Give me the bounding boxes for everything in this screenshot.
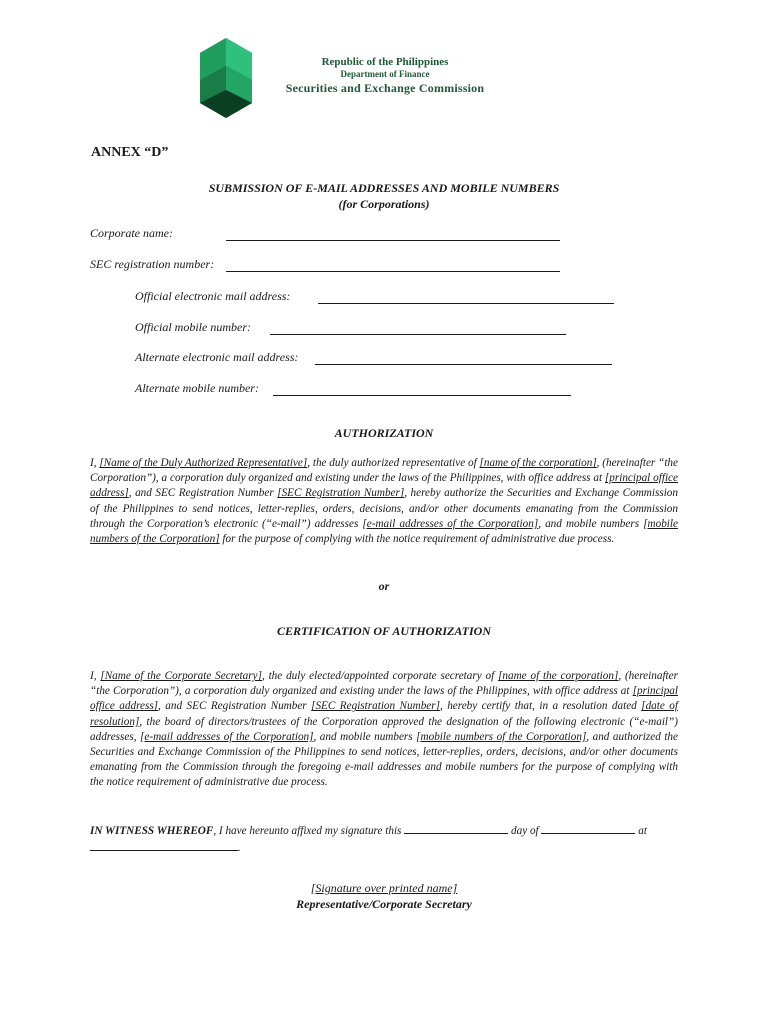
placeholder-representative-name[interactable]: [Name of the Duly Authorized Representative]: [99, 457, 308, 469]
header-commission: Securities and Exchange Commission: [285, 81, 485, 95]
official-mobile-field[interactable]: [135, 319, 566, 335]
corporate-name-label: Corporate name:: [90, 226, 173, 240]
alternate-mobile-line[interactable]: [273, 383, 571, 396]
placeholder-secretary-name[interactable]: [Name of the Corporate Secretary]: [100, 670, 262, 682]
placeholder-resolution-date[interactable]: [date of resolution]: [90, 700, 678, 728]
authorization-heading: AUTHORIZATION: [334, 426, 434, 440]
official-email-line[interactable]: [318, 291, 614, 304]
placeholder-corporation-name[interactable]: [name of the corporation]: [479, 457, 597, 469]
sec-registration-field[interactable]: [90, 256, 560, 272]
annex-label: ANNEX “D”: [91, 145, 169, 160]
corporate-name-line[interactable]: [226, 228, 560, 241]
official-email-field[interactable]: [135, 288, 614, 304]
alternate-mobile-label: Alternate mobile number:: [135, 381, 259, 395]
form-title: [90, 180, 678, 212]
agency-header: [270, 56, 500, 96]
official-mobile-label: Official mobile number:: [135, 320, 251, 334]
witness-clause: IN WITNESS WHEREOF, I have hereunto affixed my signature this day of at .: [90, 822, 678, 856]
placeholder-corporation-name[interactable]: [name of the corporation]: [498, 670, 619, 682]
official-mobile-line[interactable]: [270, 322, 566, 335]
or-separator: or: [378, 579, 390, 593]
signature-role: Representative/Corporate Secretary: [296, 897, 472, 911]
witness-heading: IN WITNESS WHEREOF: [90, 825, 214, 837]
alternate-email-label: Alternate electronic mail address:: [135, 350, 299, 364]
placeholder-office-address[interactable]: [principal office address]: [90, 472, 678, 500]
corporate-name-field[interactable]: [90, 225, 560, 241]
alternate-email-field[interactable]: [135, 349, 612, 365]
official-email-label: Official electronic mail address:: [135, 289, 291, 303]
form-title-line2: (for Corporations): [338, 197, 430, 211]
placeholder-email-addresses[interactable]: [e-mail addresses of the Corporation]: [362, 517, 539, 530]
placeholder-mobile-numbers[interactable]: [mobile numbers of the Corporation]: [90, 517, 678, 546]
form-title-line1: SUBMISSION OF E-MAIL ADDRESSES AND MOBILE NUMBERS: [208, 181, 560, 195]
authorization-paragraph: I, [Name of the Duly Authorized Representative], the duly authorized representative of [name of the corporation], (hereinafter “the Corporation”), a corporation duly organized and existing under the laws of the Philippines, with office address at [principal office address], and SEC Registration Number [SEC Registration Number], hereby authorize the Securities and Exchange Commission of the Philippines to send notices, letter-replies, orders, decisions, and/or other documents emanating from the Commission through the Corporation’s electronic (“e-mail”) addresses [e-mail addresses of the Corporation], and mobile numbers [mobile numbers of the Corporation] for the purpose of complying with the notice requirement of administrative due process.: [90, 457, 678, 546]
header-republic: Republic of the Philippines: [321, 56, 449, 68]
signature-printed-name[interactable]: [Signature over printed name]: [310, 881, 458, 895]
placeholder-sec-number[interactable]: [SEC Registration Number]: [277, 487, 405, 500]
placeholder-mobile-numbers[interactable]: [mobile numbers of the Corporation]: [416, 730, 587, 743]
sec-registration-line[interactable]: [226, 259, 560, 272]
header-department: Department of Finance: [340, 69, 430, 79]
alternate-email-line[interactable]: [315, 352, 612, 365]
witness-day-blank[interactable]: [404, 822, 508, 834]
alternate-mobile-field[interactable]: [135, 380, 571, 396]
placeholder-sec-number[interactable]: [SEC Registration Number]: [311, 700, 440, 713]
sec-registration-label: SEC registration number:: [90, 257, 215, 271]
placeholder-office-address[interactable]: [principal office address]: [90, 685, 678, 713]
certification-heading: CERTIFICATION OF AUTHORIZATION: [276, 624, 492, 638]
certification-paragraph: I, [Name of the Corporate Secretary], the duly elected/appointed corporate secretary of [name of the corporation], (hereinafter “the Corporation”), a corporation duly organized and existing under the laws of the Philippines, with office address at [principal office address], and SEC Registration Number [SEC Registration Number], hereby certify that, in a resolution dated [date of resolution], the board of directors/trustees of the Corporation approved the designation of the following electronic (“e-mail”) addresses, [e-mail addresses of the Corporation], and mobile numbers [mobile numbers of the Corporation], and authorized the Securities and Exchange Commission of the Philippines to send notices, letter-replies, orders, decisions, and/or other documents emanating from the Commission through the foregoing e-mail addresses and mobile numbers for the purpose of complying with the notice requirement of administrative due process.: [90, 670, 678, 789]
sec-hexagon-logo-icon: [200, 38, 252, 118]
witness-month-blank[interactable]: [541, 822, 635, 834]
witness-place-blank[interactable]: [90, 839, 238, 851]
placeholder-email-addresses[interactable]: [e-mail addresses of the Corporation]: [140, 730, 314, 743]
